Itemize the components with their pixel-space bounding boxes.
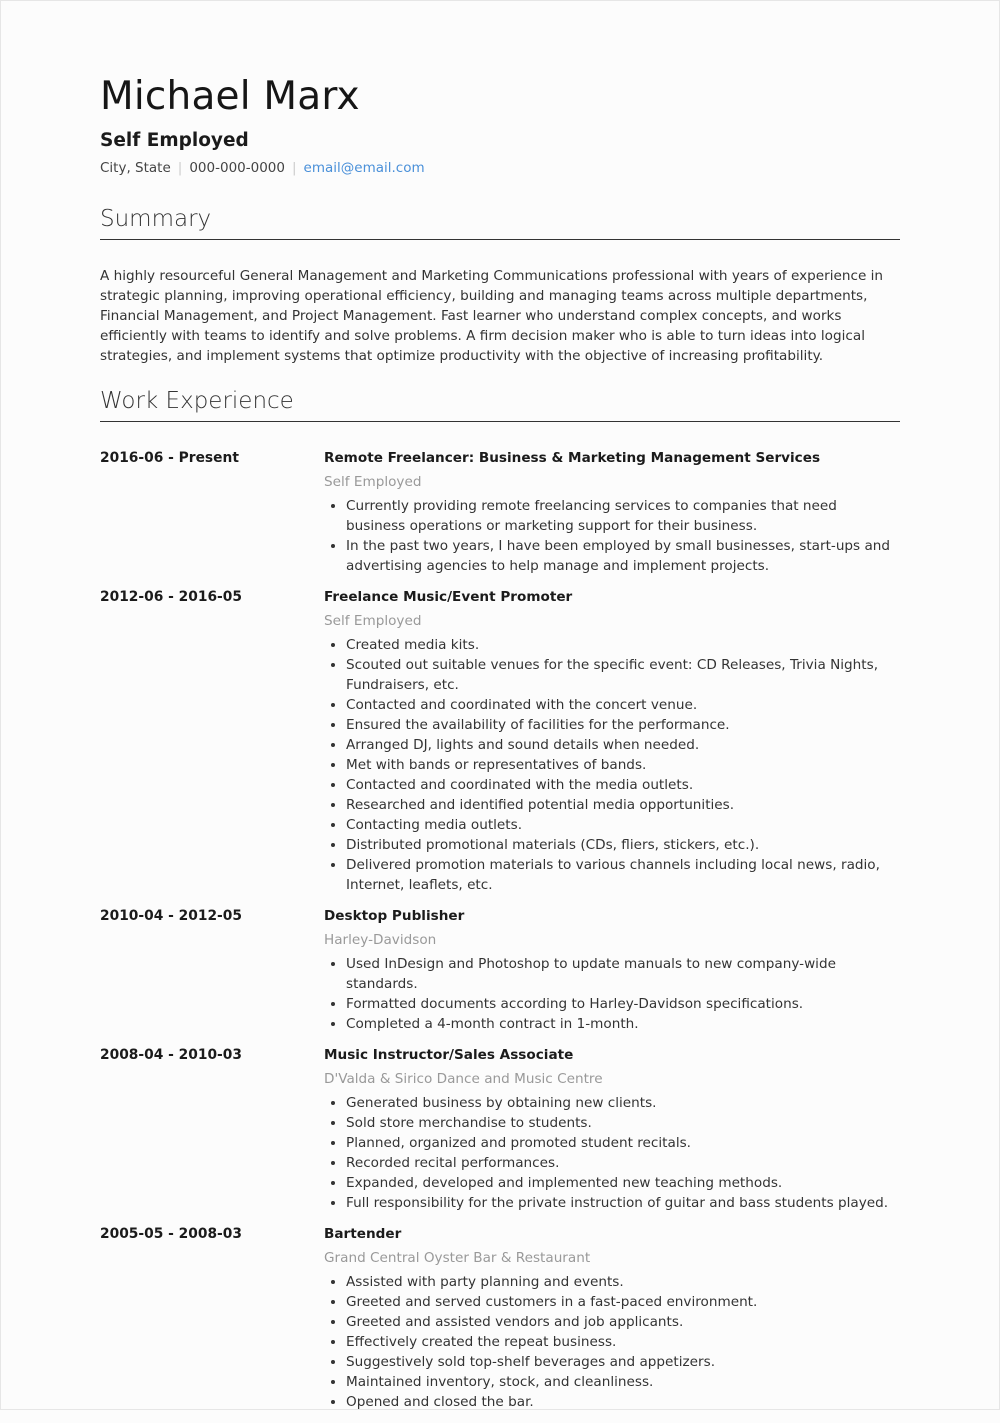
bullet-item: • Sold store merchandise to students. [346,1113,900,1133]
work-entry [100,448,900,576]
candidate-name: Michael Marx [100,74,360,119]
entry-bullets [324,954,900,1034]
bullet-item: • Expanded, developed and implemented new teaching methods. [346,1173,900,1193]
separator: | [291,160,297,176]
entry-date: 2008-04 - 2010-03 [100,1047,242,1063]
entry-body [324,587,900,895]
entry-company: Grand Central Oyster Bar & Restaurant [324,1250,591,1266]
bullet-item: • Currently providing remote freelancing services to companies that need business operations or marketing support for their business. [346,496,900,536]
summary-text: A highly resourceful General Management and Marketing Communications professional with years of experience in strategic planning, improving operational efficiency, building and managing teams across multiple departments, Financial Management, and Project Management. Fast learner who understand complex concepts, and works efficiently with teams to identify and solve problems. A firm decision maker who is able to turn ideas into logical strategies, and implement systems that optimize productivity with the objective of increasing profitability. [100,268,884,364]
bullet-item: • Effectively created the repeat business. [346,1332,900,1352]
bullet-item: • Delivered promotion materials to various channels including local news, radio, Internet, leaflets, etc. [346,855,900,895]
bullet-item: • Maintained inventory, stock, and cleanliness. [346,1372,900,1392]
bullet-item: • Created media kits. [346,635,900,655]
phone: 000-000-0000 [189,160,285,176]
entry-bullets [324,496,900,576]
separator: | [177,160,183,176]
entry-date: 2010-04 - 2012-05 [100,908,242,924]
entry-body [324,1224,900,1412]
bullet-item: • In the past two years, I have been employed by small businesses, start-ups and advertising agencies to help manage and implement projects. [346,536,900,576]
candidate-headline: Self Employed [100,130,249,151]
bullet-item: • Opened and closed the bar. [346,1392,900,1412]
bullet-item: • Planned, organized and promoted student recitals. [346,1133,900,1153]
location: City, State [100,160,171,176]
bullet-item: • Met with bands or representatives of bands. [346,755,900,775]
bullet-item: • Researched and identified potential media opportunities. [346,795,900,815]
bullet-item: • Completed a 4-month contract in 1-month. [346,1014,900,1034]
bullet-item: • Used InDesign and Photoshop to update manuals to new company-wide standards. [346,954,900,994]
work-entry [100,1224,900,1412]
entry-date: 2012-06 - 2016-05 [100,589,242,605]
contact-line [100,160,425,176]
bullet-item: • Assisted with party planning and events. [346,1272,900,1292]
bullet-item: • Contacted and coordinated with the media outlets. [346,775,900,795]
bullet-item: • Arranged DJ, lights and sound details when needed. [346,735,900,755]
entry-body [324,448,900,576]
bullet-item: • Suggestively sold top-shelf beverages and appetizers. [346,1352,900,1372]
bullet-item: • Contacting media outlets. [346,815,900,835]
entry-title: Bartender [324,1226,402,1242]
entry-company: Harley-Davidson [324,932,437,948]
entry-body [324,906,900,1034]
bullet-item: • Ensured the availability of facilities for the performance. [346,715,900,735]
bullet-item: • Full responsibility for the private instruction of guitar and bass students played. [346,1193,900,1213]
work-entry [100,587,900,895]
entry-date: 2005-05 - 2008-03 [100,1226,242,1242]
bullet-item: • Scouted out suitable venues for the specific event: CD Releases, Trivia Nights, Fundraisers, etc. [346,655,900,695]
entry-bullets [324,1093,900,1213]
bullet-item: • Formatted documents according to Harley-Davidson specifications. [346,994,900,1014]
entry-title: Desktop Publisher [324,908,465,924]
bullet-item: • Greeted and assisted vendors and job applicants. [346,1312,900,1332]
bullet-item: • Greeted and served customers in a fast-paced environment. [346,1292,900,1312]
entry-bullets [324,1272,900,1412]
entry-company: Self Employed [324,474,422,490]
email-link[interactable]: email@email.com [303,160,425,176]
work-entry [100,906,900,1034]
bullet-item: • Recorded recital performances. [346,1153,900,1173]
bullet-item: • Generated business by obtaining new clients. [346,1093,900,1113]
entry-title: Music Instructor/Sales Associate [324,1047,574,1063]
work-experience-list [100,448,900,1423]
entry-date: 2016-06 - Present [100,450,239,466]
work-entry [100,1045,900,1213]
entry-body [324,1045,900,1213]
entry-company: Self Employed [324,613,422,629]
entry-company: D'Valda & Sirico Dance and Music Centre [324,1071,603,1087]
summary-heading: Summary [100,205,900,240]
work-experience-heading: Work Experience [100,387,900,422]
bullet-item: • Contacted and coordinated with the concert venue. [346,695,900,715]
entry-title: Remote Freelancer: Business & Marketing Management Services [324,450,821,466]
bullet-item: • Distributed promotional materials (CDs, fliers, stickers, etc.). [346,835,900,855]
entry-bullets [324,635,900,895]
entry-title: Freelance Music/Event Promoter [324,589,573,605]
